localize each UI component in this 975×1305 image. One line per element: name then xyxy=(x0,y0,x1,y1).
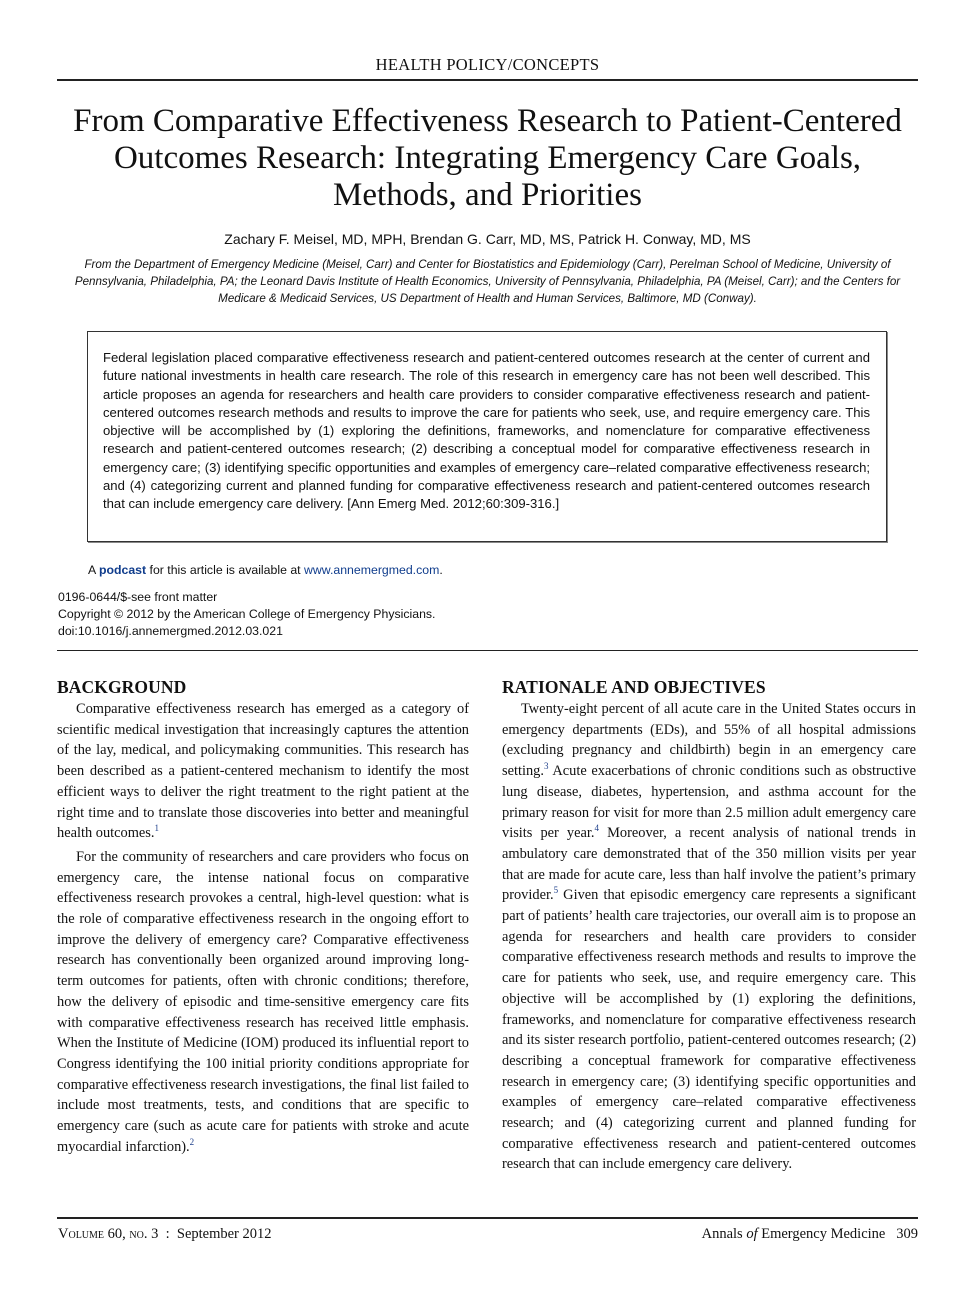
podcast-prefix: A xyxy=(88,563,96,577)
article-title: From Comparative Effectiveness Research to Patient-Centered Outcomes Research: Integrating Emergency Care Goals, Methods, and Priorities xyxy=(73,103,902,213)
abstract-text: Federal legislation placed comparative effectiveness research and patient-centered outcomes research at the center of current and future national investments in health care research. The role of this research in emergency care has not been well described. This article proposes an agenda for researchers and health care providers to consider comparative effectiveness research and patient-centered outcomes research methods and results to improve the care for patients who seek, use, and require emergency care. This objective will be accomplished by (1) exploring the definitions, frameworks, and nomenclature for comparative effectiveness research and patient-centered outcomes research; (2) describing a conceptual model for comparative effectiveness research in emergency care; (3) identifying specific opportunities and examples of emergency care–related comparative effectiveness research; and (4) categorizing current and planned funding for comparative effectiveness research and patient-centered outcomes research that can include emergency care delivery. [Ann Emerg Med. 2012;60:309-316.] xyxy=(103,350,870,512)
podcast-middle: for this article is available at xyxy=(149,563,301,577)
volume-label: Volume 60, no. 3 xyxy=(58,1226,159,1242)
background-heading: BACKGROUND xyxy=(57,677,187,697)
author-affiliation: From the Department of Emergency Medicine (Meisel, Carr) and Center for Biostatistics and Epidemiology (Carr), Perelman School of Medicine, University of Pennsylvania, Philadelphia, PA; the Leonard Davis Institute of Health Economics, University of Pennsylvania, Philadelphia, PA (Meisel, Carr); and the Centers for Medicare & Medicaid Services, US Department of Health and Human Services, Baltimore, MD (Conway). xyxy=(74,258,901,305)
issue-date: September 2012 xyxy=(176,1226,272,1242)
abstract-box xyxy=(87,331,887,542)
section-rule xyxy=(57,650,918,651)
section-label: HEALTH POLICY/CONCEPTS xyxy=(375,55,600,74)
footer-journal xyxy=(702,1226,918,1243)
journal-name-post: Emergency Medicine xyxy=(761,1226,886,1242)
doi-line: doi:10.1016/j.annemergmed.2012.03.021 xyxy=(58,624,283,638)
footer-separator: : xyxy=(165,1226,170,1242)
podcast-note xyxy=(88,563,443,577)
copyright-line: Copyright © 2012 by the American College of Emergency Physicians. xyxy=(58,607,436,621)
right-column xyxy=(502,677,916,1175)
front-matter xyxy=(58,589,435,640)
background-paragraph: Comparative effectiveness research has emerged as a category of scientific medical investigation that increasingly captures the attention of the lay, medical, and policymaking communities. This research has been described as a patient-centered mechanism to identify the most efficient ways to deliver the right treatment to the right patient at the right time and to translate those discoveries into better and meaningful health outcomes.$^1$ xyxy=(57,701,469,842)
reference-link[interactable]: 4 xyxy=(594,823,599,834)
reference-link[interactable]: 2 xyxy=(189,1136,195,1147)
issn-line: 0196-0644/$-see front matter xyxy=(58,590,218,604)
author-list: Zachary F. Meisel, MD, MPH, Brendan G. Carr, MD, MS, Patrick H. Conway, MD, MS xyxy=(224,231,751,247)
journal-name-of: of xyxy=(746,1226,758,1242)
journal-name-pre: Annals xyxy=(701,1226,743,1242)
journal-url-link[interactable]: www.annemergmed.com xyxy=(304,563,440,577)
reference-link[interactable]: 1 xyxy=(154,823,160,834)
podcast-link[interactable]: podcast xyxy=(98,563,147,577)
reference-link[interactable]: 3 xyxy=(543,761,549,772)
page-number: 309 xyxy=(896,1226,918,1242)
reference-link[interactable]: 5 xyxy=(553,885,559,896)
rationale-paragraph: Twenty-eight percent of all acute care in the United States occurs in emergency departments (EDs), and 55% of all hospital admissions (excluding pregnancy and childbirth) begin in an emergency care setting.$^3$ Acute exacerbations of chronic conditions such as obstructive lung disease, diabetes, hypertension, and asthma account for the primary reason for visit for more than 2.5 million adult emergency care visits per year.$^4$ Moreover, a recent analysis of national trends in ambulatory care demonstrated that of the 350 million visits per year that are made for acute care, less than half involve the patient’s primary provider.$^5$ Given that episodic emergency care represents a significant part of patients’ health care trajectories, our overall aim is to propose an agenda for researchers and health care providers to consider comparative effectiveness research methods and results to improve the care for patients who seek, use, and require emergency care. This objective will be accomplished by (1) exploring the definitions, frameworks, and nomenclature for comparative effectiveness research and its sister research portfolio, patient-centered outcomes research; (2) describing a conceptual framework for comparative effectiveness research in emergency care; (3) identifying specific opportunities and examples of emergency care–related comparative effectiveness research; and (4) categorizing current and planned funding for comparative effectiveness research and patient-centered outcomes research that can include emergency care delivery. xyxy=(502,701,916,1173)
left-column xyxy=(57,677,469,1157)
background-paragraph: For the community of researchers and care providers who focus on emergency care, the intense national focus on comparative effectiveness research provokes a central, high-level question: what is the role of comparative effectiveness research in the ongoing effort to improve the delivery of emergency care? Comparative effectiveness research has conventionally been organized around improving long-term outcomes for patients, often with chronic conditions; therefore, how the delivery of episodic and time-sensitive emergency care fits with comparative effectiveness research has received little emphasis. When the Institute of Medicine (IOM) produced its influential report to Congress identifying the 100 initial priority conditions appropriate for comparative effectiveness research investigations, the final list failed to include most treatments, tests, and conditions that are specific to emergency care (such as acute care for patients with stroke and acute myocardial infarction).$^2$ xyxy=(57,848,469,1155)
podcast-suffix: . xyxy=(439,563,443,577)
rationale-heading: RATIONALE AND OBJECTIVES xyxy=(502,677,766,697)
top-rule xyxy=(57,79,918,81)
footer-issue xyxy=(58,1226,272,1243)
footer-rule xyxy=(57,1217,918,1219)
